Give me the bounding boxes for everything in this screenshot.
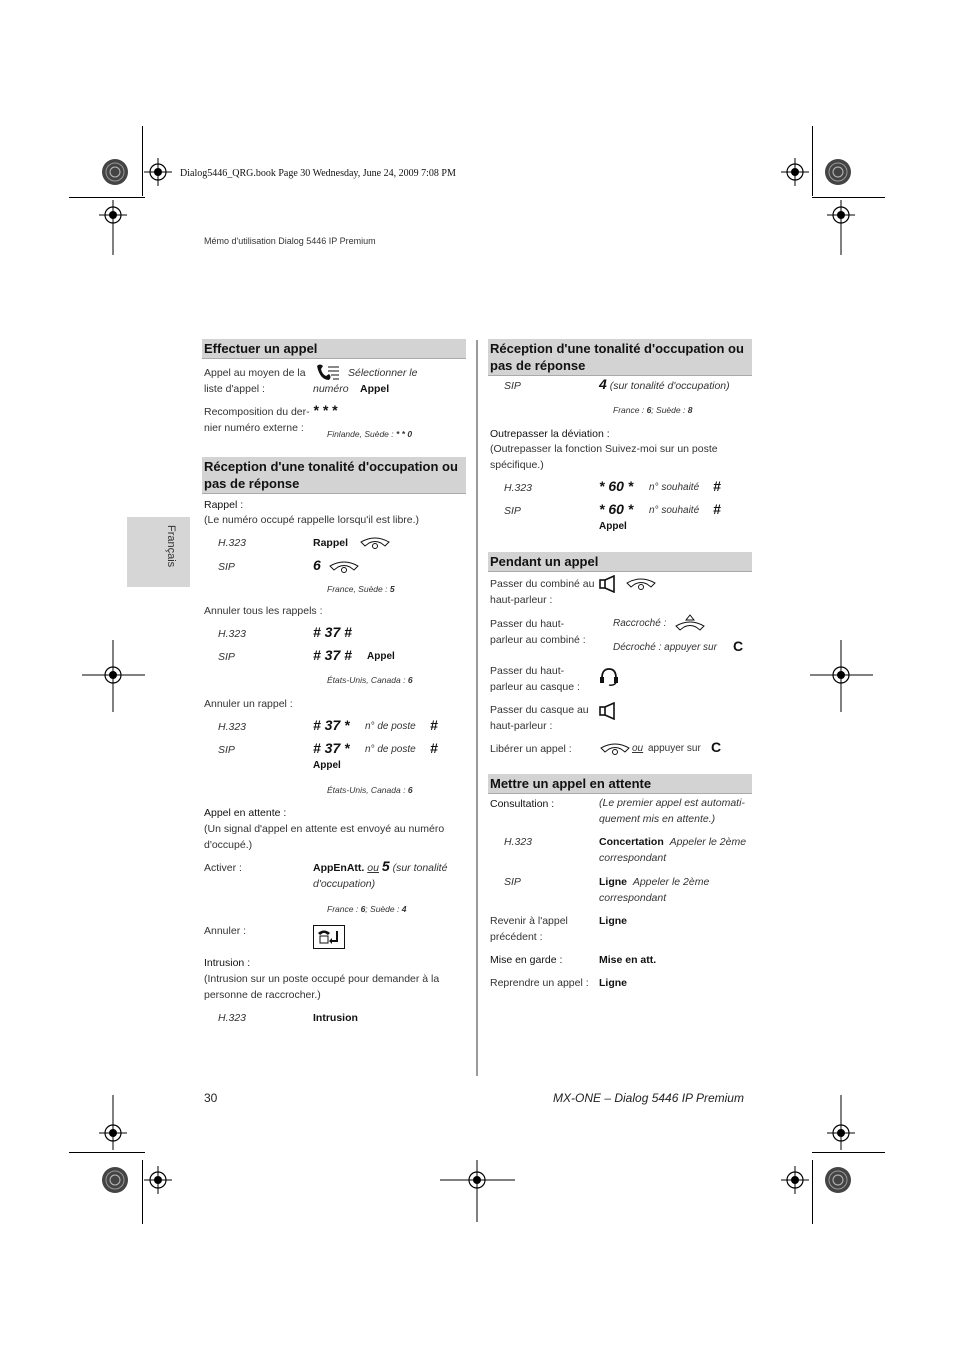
label: Passer du casque au haut-parleur :: [490, 704, 589, 732]
label: Annuler :: [204, 925, 247, 937]
section-title: Réception d'une tonalité d'occupation ou pas de réponse: [202, 457, 466, 494]
handset-icon: [599, 742, 631, 756]
key-ligne: Ligne: [599, 977, 627, 989]
cancel-callback-key-icon: [313, 925, 345, 949]
protocol-label: SIP: [218, 651, 235, 663]
action-text: Appeler le 2ème correspondant: [599, 876, 710, 904]
key-number: 5: [381, 858, 390, 874]
note-text: France :: [613, 405, 645, 415]
label: Appel en attente :: [204, 807, 287, 819]
memo-title: Mémo d'utilisation Dialog 5446 IP Premium: [204, 236, 376, 246]
note-keys: 5: [389, 584, 395, 594]
key-number: 4: [599, 376, 607, 392]
key-sequence: # 37 *: [313, 717, 350, 733]
note-text: États-Unis, Canada :: [327, 675, 406, 685]
key-ligne: Ligne: [599, 915, 627, 927]
label: Revenir à l'appel précédent :: [490, 915, 568, 943]
note: [327, 584, 395, 594]
note: [327, 675, 413, 685]
right-column: [488, 774, 752, 794]
note-keys: 6: [407, 675, 413, 685]
extension-text: n° de poste: [365, 744, 416, 755]
number-text: n° souhaité: [649, 505, 700, 516]
or-text: ou: [632, 743, 644, 754]
activer-value: [313, 858, 463, 892]
key-appel: Appel: [360, 383, 390, 395]
left-column: [202, 457, 466, 494]
desc: (Le numéro occupé rappelle lorsqu'il est libre.): [204, 514, 420, 526]
label: Passer du haut-parleur au casque :: [490, 665, 580, 693]
note-keys: 6: [360, 904, 366, 914]
protocol-label: SIP: [504, 505, 521, 517]
book-header-line: Dialog5446_QRG.book Page 30 Wednesday, June 24, 2009 7:08 PM: [180, 168, 456, 179]
label: Outrepasser la déviation :: [490, 428, 610, 440]
on-hook-text: Raccroché :: [613, 618, 667, 629]
speaker-icon: [599, 702, 617, 720]
key-number: 6: [313, 557, 321, 573]
note-text: États-Unis, Canada :: [327, 785, 406, 795]
key-appenatt: AppEnAtt.: [313, 862, 365, 874]
key-intrusion: Intrusion: [313, 1012, 358, 1024]
key-rappel: Rappel: [313, 537, 349, 549]
action-text: Appeler le 2ème correspondant: [599, 836, 747, 864]
label: Reprendre un appel :: [490, 977, 589, 989]
handset-icon: [359, 536, 391, 550]
label: Mise en garde :: [490, 954, 563, 966]
note-keys: 6: [407, 785, 413, 795]
key-sequence: * * *: [313, 402, 338, 418]
right-column: [488, 339, 752, 376]
key-sequence: * 60 *: [599, 478, 634, 494]
protocol-label: H.323: [218, 721, 247, 733]
speaker-icon: [599, 575, 617, 593]
note-text: Suède :: [370, 904, 400, 914]
section-title: Effectuer un appel: [202, 339, 466, 359]
note-keys: * * 0: [396, 429, 413, 439]
key-sequence: # 37 #: [313, 624, 352, 640]
label: Annuler tous les rappels :: [204, 605, 323, 617]
section-title: Réception d'une tonalité d'occupation ou pas de réponse: [488, 339, 752, 376]
key-mise-en-att: Mise en att.: [599, 954, 657, 966]
language-tab-label: Français: [165, 525, 177, 568]
protocol-label: SIP: [504, 380, 521, 392]
label: Annuler un rappel :: [204, 698, 293, 710]
hash-key: #: [713, 501, 721, 517]
left-column: [202, 339, 466, 359]
key-sequence: # 37 #: [313, 647, 352, 663]
protocol-label: SIP: [218, 744, 235, 756]
right-column: [488, 552, 752, 572]
note-text: Finlande, Suède :: [327, 429, 394, 439]
language-tab: [127, 517, 190, 587]
label: Rappel :: [204, 499, 244, 511]
section-title: Pendant un appel: [488, 552, 752, 572]
hash-key: #: [713, 478, 721, 494]
consult-desc: (Le premier appel est automati-quement mis en attente.): [599, 797, 745, 825]
note-text: Suède :: [656, 405, 686, 415]
condition-text: (sur tonalité d'occupation): [313, 862, 448, 890]
protocol-label: H.323: [504, 836, 533, 848]
note-text: France :: [327, 904, 359, 914]
handset-icon: [328, 560, 360, 574]
condition-text: (sur tonalité d'occupation): [609, 380, 730, 392]
page-number: 30: [204, 1091, 218, 1105]
key-sequence: * 60 *: [599, 501, 634, 517]
action-text: Sélectionner le numéro: [313, 367, 418, 395]
press-text: appuyer sur: [648, 743, 701, 754]
label: Consultation :: [490, 798, 555, 810]
protocol-label: H.323: [218, 537, 247, 549]
label: Passer du combiné au haut-parleur :: [490, 578, 595, 606]
label: Activer :: [204, 862, 242, 874]
off-hook-text: Décroché : appuyer sur: [613, 642, 717, 653]
note: [327, 785, 413, 795]
number-text: n° souhaité: [649, 482, 700, 493]
label: Recomposition du der-nier numéro externe :: [204, 406, 310, 434]
note: France : 6; Suède : 8: [613, 405, 693, 415]
desc: (Outrepasser la fonction Suivez-moi sur un poste spécifique.): [490, 443, 718, 471]
note-keys: 4: [401, 904, 407, 914]
extension-text: n° de poste: [365, 721, 416, 732]
label: Passer du haut-parleur au combiné :: [490, 618, 586, 646]
desc: (Intrusion sur un poste occupé pour demander à la personne de raccrocher.): [204, 973, 440, 1001]
handset-icon: [625, 577, 657, 591]
label: Appel au moyen de la liste d'appel :: [204, 367, 306, 395]
note: [327, 429, 412, 439]
hash-key: #: [430, 717, 438, 733]
protocol-label: H.323: [218, 628, 247, 640]
product-name: MX-ONE – Dialog 5446 IP Premium: [553, 1091, 744, 1105]
note: France : 6; Suède : 4: [327, 904, 407, 914]
hash-key: #: [430, 740, 438, 756]
desc: (Un signal d'appel en attente est envoyé au numéro d'occupé.): [204, 823, 445, 851]
note-keys: 6: [646, 405, 652, 415]
note-text: France, Suède :: [327, 584, 388, 594]
key-ligne: Ligne: [599, 876, 627, 888]
column-divider: [476, 340, 478, 1076]
key-appel: Appel: [367, 651, 395, 662]
hang-up-icon: [674, 614, 706, 632]
c-key: C: [711, 739, 722, 755]
protocol-label: SIP: [218, 561, 235, 573]
key-appel: Appel: [313, 760, 341, 771]
protocol-label: H.323: [218, 1012, 247, 1024]
headset-icon: [599, 667, 619, 687]
c-key: C: [733, 638, 744, 654]
protocol-label: H.323: [504, 482, 533, 494]
note-keys: 8: [687, 405, 693, 415]
sip-value: [599, 874, 749, 906]
protocol-label: SIP: [504, 876, 521, 888]
key-sequence: # 37 *: [313, 740, 350, 756]
key-concertation: Concertation: [599, 836, 664, 848]
key-appel: Appel: [599, 521, 627, 532]
sip-value: [599, 376, 730, 394]
section-title: Mettre un appel en attente: [488, 774, 752, 794]
h323-value: [599, 834, 749, 866]
label: Libérer un appel :: [490, 743, 572, 755]
label: Intrusion :: [204, 957, 251, 969]
or-text: ou: [367, 862, 379, 874]
